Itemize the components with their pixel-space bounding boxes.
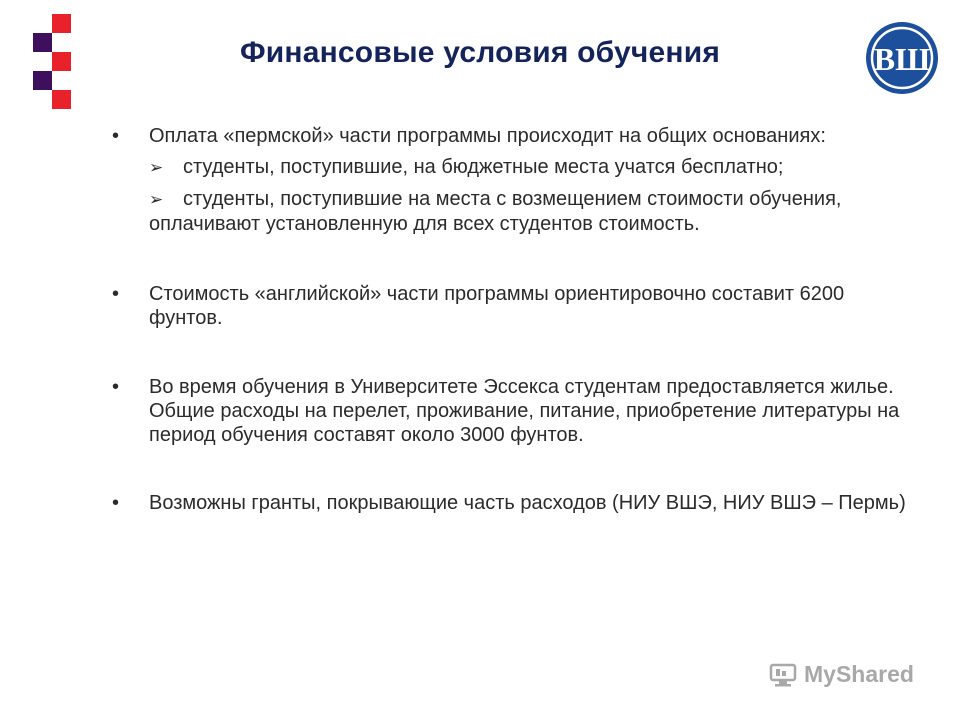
sub-list-item (108, 187, 908, 237)
sub-list-item (108, 155, 908, 180)
list-item-text: Оплата «пермской» части программы происходит на общих основаниях: (149, 125, 826, 147)
list-item (108, 124, 908, 148)
bullet-icon: • (112, 125, 120, 147)
list-item (108, 375, 908, 447)
list-item-text: Возможны гранты, покрывающие часть расходов (НИУ ВШЭ, НИУ ВШЭ – Пермь) (149, 492, 906, 514)
bullet-list (108, 124, 908, 515)
bullet-icon: • (112, 492, 120, 514)
watermark-text: MyShared (804, 660, 914, 687)
arrow-bullet-icon: ➢ (149, 158, 164, 177)
logo-monogram: ВШ (873, 41, 931, 77)
bullet-icon: • (112, 283, 120, 305)
bullet-icon: • (112, 376, 120, 398)
sub-list-item-text: студенты, поступившие, на бюджетные места учатся бесплатно; (183, 156, 784, 178)
myshared-icon (768, 661, 798, 687)
arrow-bullet-icon: ➢ (149, 190, 164, 209)
page-title: Финансовые условия обучения (239, 36, 721, 69)
hse-logo-icon (864, 20, 940, 96)
list-item-text: Стоимость «английской» части программы ориентировочно составит 6200 фунтов. (149, 283, 845, 329)
list-item (108, 491, 908, 515)
sub-list-item-text: студенты, поступившие на места с возмещением стоимости обучения, оплачивают установленную для всех студентов стоимость. (149, 188, 842, 235)
list-item (108, 282, 908, 330)
list-item-text: Во время обучения в Университете Эссекса студентам предоставляется жилье. Общие расходы на перелет, проживание, питание, приобретение литературы на период обучения составят около 3000 фунтов. (149, 376, 900, 446)
watermark (768, 656, 938, 692)
